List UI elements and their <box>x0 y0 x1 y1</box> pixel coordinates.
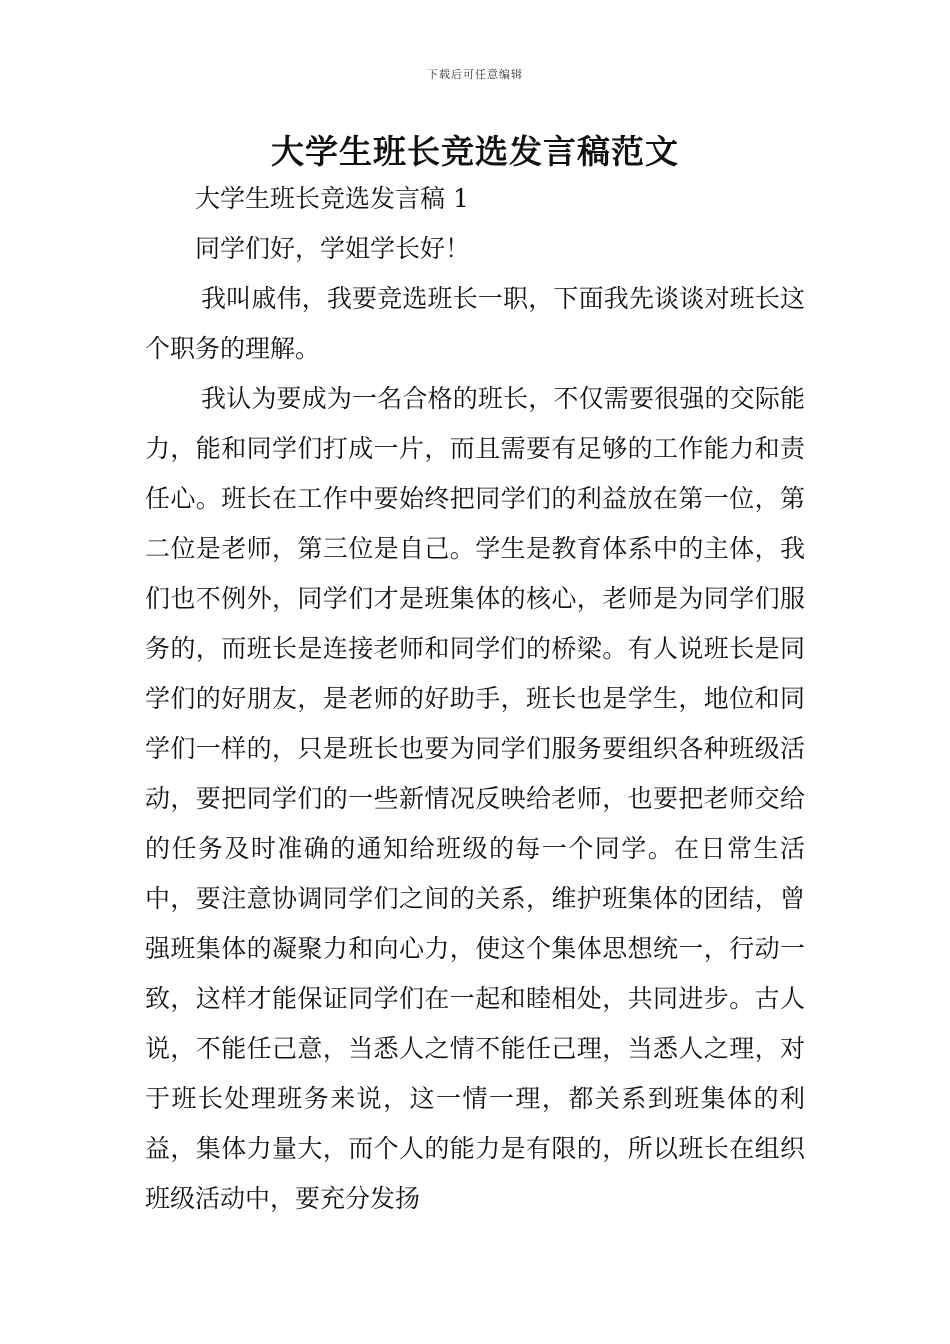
section-heading: 大学生班长竞选发言稿 1 <box>195 184 469 213</box>
paragraph-intro: 我叫戚伟，我要竞选班长一职，下面我先谈谈对班长这个职务的理解。 <box>145 284 805 363</box>
header-note: 下载后可任意编辑 <box>427 68 523 81</box>
paragraph-main: 我认为要成为一名合格的班长，不仅需要很强的交际能力，能和同学们打成一片，而且需要有足够的工作能力和责任心。班长在工作中要始终把同学们的利益放在第一位，第二位是老师，第三位是自己。学生是教育体系中的主体，我们也不例外，同学们才是班集体的核心，老师是为同学们服务的，而班长是连接老师和同学们的桥梁。有人说班长是同学们的好朋友，是老师的好助手，班长也是学生，地位和同学们一样的，只是班长也要为同学们服务要组织各种班级活动，要把同学们的一些新情况反映给老师，也要把老师交给的任务及时准确的通知给班级的每一个同学。在日常生活中，要注意协调同学们之间的关系，维护班集体的团结，曾强班集体的凝聚力和向心力，使这个集体思想统一，行动一致，这样才能保证同学们在一起和睦相处，共同进步。古人说，不能任己意，当悉人之情不能任己理，当悉人之理，对于班长处理班务来说，这一情一理，都关系到班集体的利益，集体力量大，而个人的能力是有限的，所以班长在组织班级活动中，要充分发扬 <box>145 384 805 1213</box>
document-title: 大学生班长竞选发言稿范文 <box>271 132 679 171</box>
greeting-line: 同学们好，学姐学长好！ <box>195 234 471 263</box>
document-body <box>145 174 805 1224</box>
